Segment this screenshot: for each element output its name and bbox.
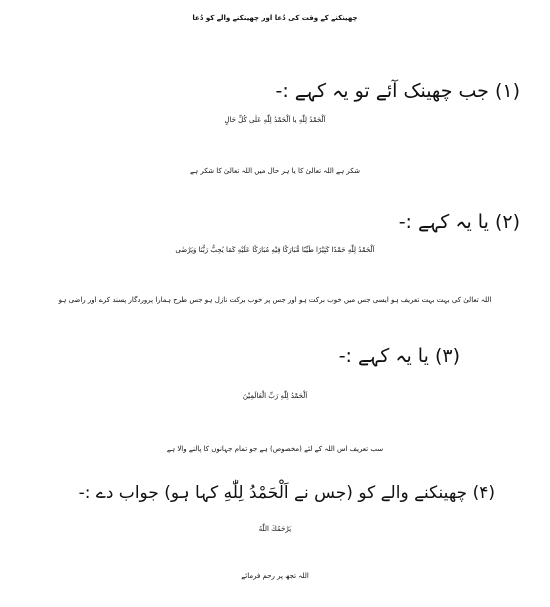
section-1-arabic: اَلْحَمْدُ لِلّٰهِ یا اَلْحَمْدُ لِلّٰهِ عَلٰى كُلِّ حَالٍ bbox=[224, 116, 326, 124]
section-3-number: (۳) bbox=[434, 345, 460, 367]
section-1-heading: جب چھینک آئے تو یہ کہے :- bbox=[275, 80, 489, 102]
section-2-arabic: اَلْحَمْدُ لِلّٰهِ حَمْدًا كَثِيْرًا طَيِّبًا مُّبَارَكًا فِيْهِ مُبَارَكًا عَلَيْهِ كَمَا يُحِبُّ رَبُّنَا وَيَرْضٰى bbox=[175, 246, 375, 254]
section-4-heading: چھینکنے والے کو (جس نے اَلْحَمْدُ لِلّٰهِ کہا ہو) جواب دے :- bbox=[78, 483, 468, 503]
section-3-heading: یا یہ کہے :- bbox=[338, 345, 429, 367]
section-2-heading: یا یہ کہے :- bbox=[398, 211, 489, 233]
section-2-heading-row bbox=[399, 211, 520, 233]
section-3-translation: سب تعریف اس اللہ کے لئے (مخصوص) ہے جو تمام جہانوں کا پالنے والا ہے bbox=[166, 445, 384, 453]
section-4-arabic: يَرْحَمُكَ اللّٰهُ bbox=[258, 525, 292, 533]
section-4-translation: اللہ تجھ پر رحم فرمائے bbox=[241, 572, 309, 580]
section-3-arabic: اَلْحَمْدُ لِلّٰهِ رَبِّ الْعَالَمِيْنَ bbox=[242, 392, 308, 400]
section-2-translation: اللہ تعالیٰ کی بہت بہت تعریف ہو ایسی جس میں خوب برکت ہو اور جس پر خوب برکت نازل ہو جس طرح ہمارا پروردگار پسند کرے اور راضی ہو bbox=[58, 296, 492, 304]
section-1-translation: شکر ہے اللہ تعالیٰ کا یا ہر حال میں اللہ تعالیٰ کا شکر ہے bbox=[189, 167, 361, 175]
section-4-number: (۴) bbox=[472, 483, 495, 503]
section-2-number: (۲) bbox=[494, 211, 520, 233]
section-1-number: (۱) bbox=[494, 80, 520, 102]
page-title: چھینکنے کے وقت کی دُعا اور چھینکنے والے کو دُعا bbox=[192, 14, 358, 22]
section-4-heading-row bbox=[79, 482, 495, 503]
section-1-heading-row bbox=[275, 80, 520, 102]
section-3-heading-row bbox=[339, 345, 460, 367]
